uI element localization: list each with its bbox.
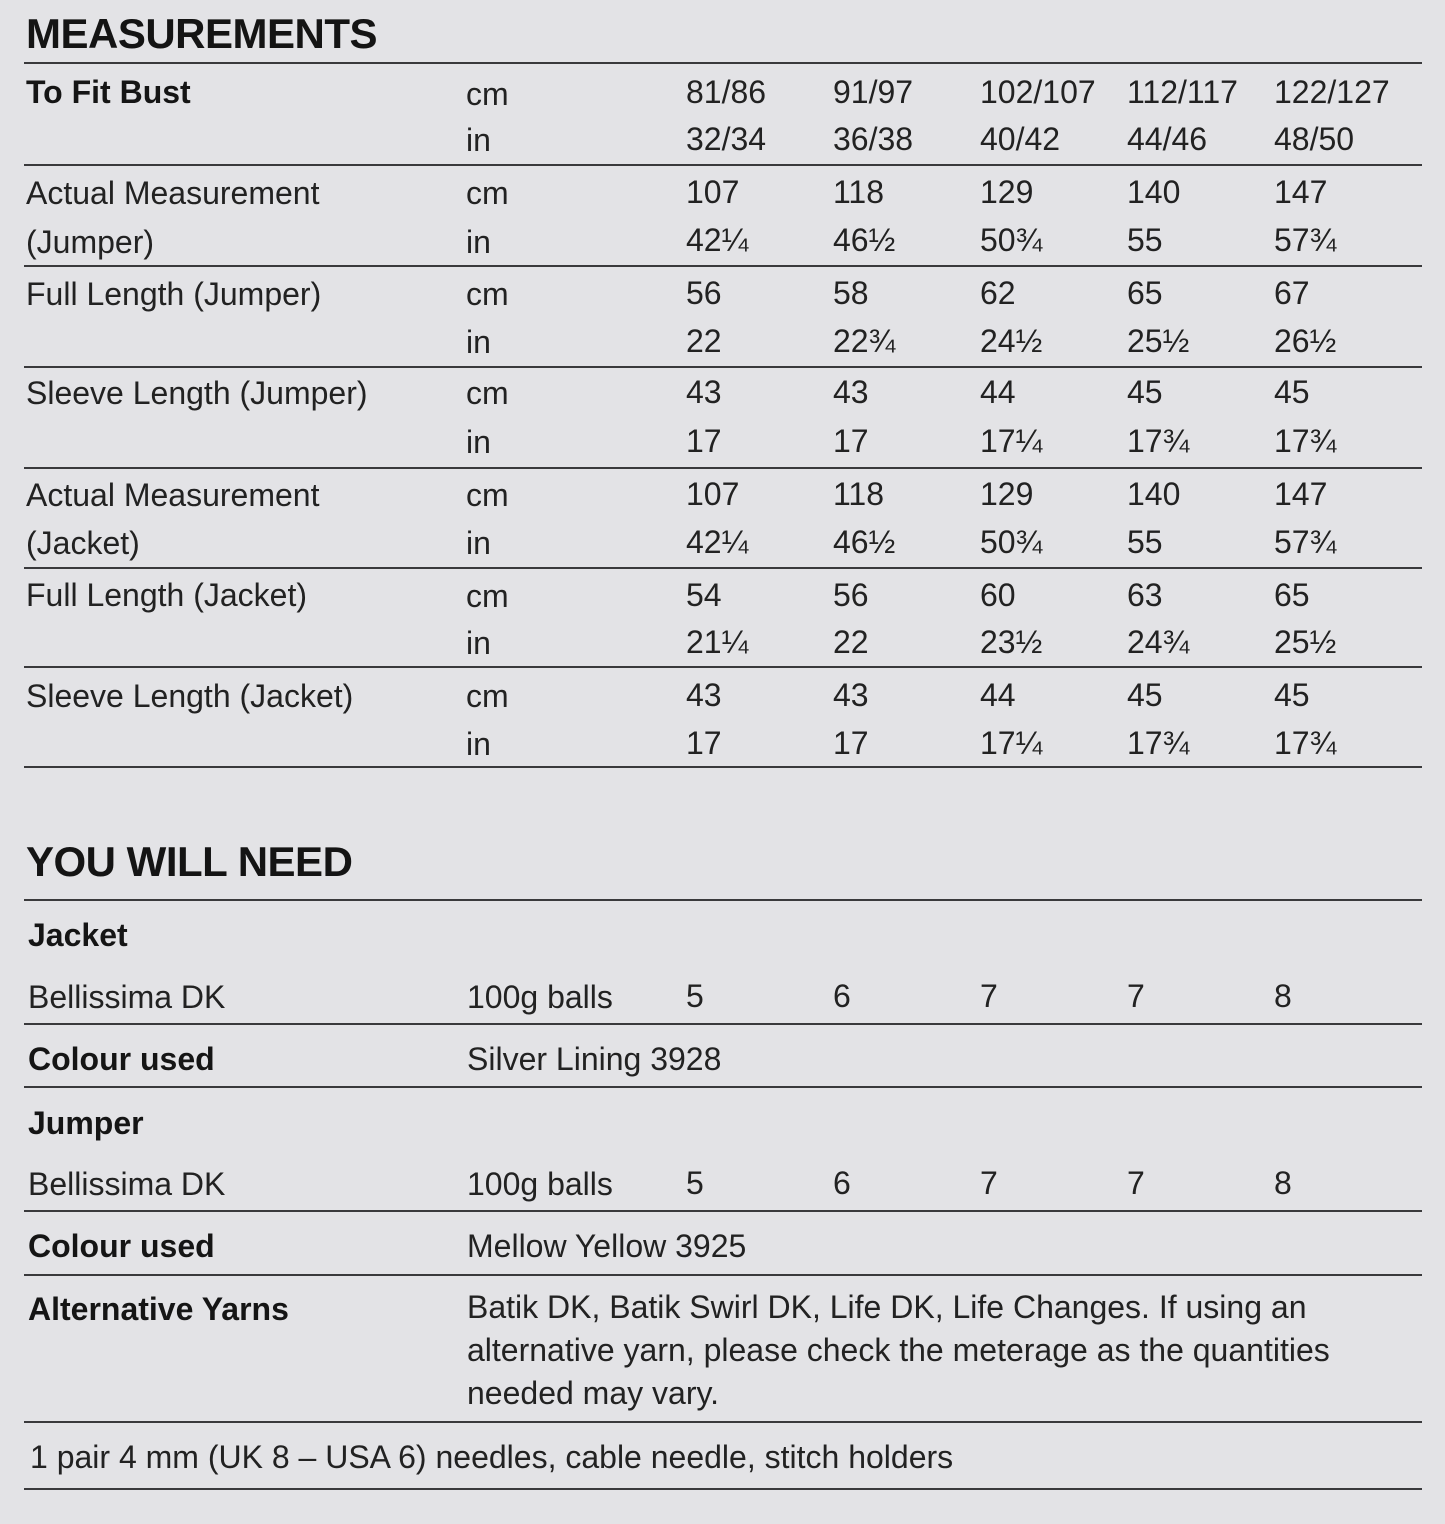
size-cm: 122/127: [1274, 74, 1390, 110]
divider: [24, 766, 1422, 768]
divider: [24, 666, 1422, 668]
unit-cm: cm: [466, 477, 509, 513]
value-cm: 43: [833, 677, 869, 713]
value-cm: 45: [1274, 374, 1310, 410]
value-cm: 44: [980, 374, 1016, 410]
value-cm: 140: [1127, 476, 1181, 512]
size-in: 32/34: [686, 121, 767, 157]
row-label: Full Length (Jumper): [26, 276, 322, 312]
value-cm: 129: [980, 476, 1034, 512]
ball-quantity: 6: [833, 978, 851, 1014]
value-cm: 56: [833, 577, 869, 613]
jumper-heading: Jumper: [28, 1105, 144, 1141]
unit-in: in: [466, 625, 491, 661]
row-label: Full Length (Jacket): [26, 577, 308, 613]
size-in: 40/42: [980, 121, 1061, 157]
divider: [24, 1274, 1422, 1276]
value-cm: 54: [686, 577, 722, 613]
unit-cm: cm: [466, 678, 509, 714]
ball-quantity: 5: [686, 1165, 704, 1201]
value-in: 50¾: [980, 222, 1043, 258]
value-in: 17¾: [1274, 725, 1337, 761]
value-cm: 43: [686, 677, 722, 713]
value-in: 57¾: [1274, 524, 1337, 560]
value-cm: 65: [1127, 275, 1163, 311]
value-cm: 140: [1127, 174, 1181, 210]
value-cm: 147: [1274, 174, 1328, 210]
unit-in: in: [466, 324, 491, 360]
value-cm: 45: [1127, 374, 1163, 410]
row-label: Sleeve Length (Jacket): [26, 678, 354, 714]
value-cm: 107: [686, 174, 740, 210]
value-in: 25½: [1127, 323, 1190, 359]
needles-text: 1 pair 4 mm (UK 8 – USA 6) needles, cable needle, stitch holders: [30, 1439, 954, 1475]
value-in: 17¼: [980, 725, 1043, 761]
value-cm: 118: [833, 174, 885, 210]
row-label: Actual Measurement: [26, 175, 320, 211]
unit-in: in: [466, 122, 491, 158]
value-cm: 65: [1274, 577, 1310, 613]
value-cm: 45: [1127, 677, 1163, 713]
unit-cm: cm: [466, 578, 509, 614]
value-in: 17: [686, 725, 722, 761]
yarn-unit: 100g balls: [467, 979, 613, 1015]
divider: [24, 1086, 1422, 1088]
divider: [24, 1421, 1422, 1423]
value-in: 22¾: [833, 323, 896, 359]
divider: [24, 567, 1422, 569]
colour-used-value: Mellow Yellow 3925: [467, 1228, 747, 1264]
to-fit-bust-label: To Fit Bust: [26, 74, 191, 110]
unit-in: in: [466, 424, 491, 460]
value-cm: 58: [833, 275, 869, 311]
value-in: 17: [833, 423, 869, 459]
value-in: 17¾: [1127, 423, 1190, 459]
value-cm: 43: [686, 374, 722, 410]
value-in: 24¾: [1127, 624, 1190, 660]
value-in: 21¼: [686, 624, 749, 660]
value-cm: 129: [980, 174, 1034, 210]
value-cm: 60: [980, 577, 1016, 613]
divider: [24, 62, 1422, 64]
divider: [24, 899, 1422, 901]
ball-quantity: 7: [980, 978, 998, 1014]
row-label-sub: (Jacket): [26, 525, 140, 561]
ball-quantity: 6: [833, 1165, 851, 1201]
unit-cm: cm: [466, 175, 509, 211]
value-in: 25½: [1274, 624, 1337, 660]
value-in: 17¾: [1274, 423, 1337, 459]
value-cm: 118: [833, 476, 885, 512]
value-cm: 56: [686, 275, 722, 311]
unit-in: in: [466, 525, 491, 561]
value-in: 57¾: [1274, 222, 1337, 258]
row-label: Actual Measurement: [26, 477, 320, 513]
unit-cm: cm: [466, 76, 509, 112]
divider: [24, 467, 1422, 469]
yarn-name: Bellissima DK: [28, 979, 226, 1015]
value-in: 23½: [980, 624, 1043, 660]
size-cm: 91/97: [833, 74, 914, 110]
size-cm: 81/86: [686, 74, 767, 110]
value-in: 17¼: [980, 423, 1043, 459]
ball-quantity: 5: [686, 978, 704, 1014]
value-in: 46½: [833, 222, 896, 258]
ball-quantity: 7: [1127, 1165, 1145, 1201]
ball-quantity: 7: [980, 1165, 998, 1201]
alternative-yarns-text: Batik DK, Batik Swirl DK, Life DK, Life Changes. If using an alternative yarn, please check the meterage as the quantities needed may vary.: [467, 1289, 1330, 1411]
value-in: 42¼: [686, 222, 749, 258]
ball-quantity: 8: [1274, 1165, 1292, 1201]
divider: [24, 1488, 1422, 1490]
size-in: 48/50: [1274, 121, 1355, 157]
value-cm: 43: [833, 374, 869, 410]
size-in: 36/38: [833, 121, 914, 157]
value-cm: 67: [1274, 275, 1310, 311]
divider: [24, 265, 1422, 267]
value-in: 50¾: [980, 524, 1043, 560]
you-will-need-title: YOU WILL NEED: [26, 838, 353, 885]
unit-in: in: [466, 224, 491, 260]
ball-quantity: 8: [1274, 978, 1292, 1014]
unit-in: in: [466, 726, 491, 762]
yarn-unit: 100g balls: [467, 1166, 613, 1202]
value-cm: 63: [1127, 577, 1163, 613]
unit-cm: cm: [466, 276, 509, 312]
divider: [24, 1023, 1422, 1025]
size-in: 44/46: [1127, 121, 1208, 157]
value-cm: 45: [1274, 677, 1310, 713]
size-cm: 102/107: [980, 74, 1096, 110]
alternative-yarns-label: Alternative Yarns: [28, 1291, 289, 1327]
value-in: 46½: [833, 524, 896, 560]
divider: [24, 164, 1422, 166]
divider: [24, 366, 1422, 368]
value-cm: 44: [980, 677, 1016, 713]
value-cm: 147: [1274, 476, 1328, 512]
value-in: 17: [686, 423, 722, 459]
value-in: 55: [1127, 524, 1163, 560]
measurements-title: MEASUREMENTS: [26, 10, 378, 57]
value-cm: 62: [980, 275, 1016, 311]
size-cm: 112/117: [1127, 74, 1238, 110]
jacket-heading: Jacket: [28, 917, 128, 953]
value-in: 55: [1127, 222, 1163, 258]
colour-used-value: Silver Lining 3928: [467, 1041, 722, 1077]
value-in: 26½: [1274, 323, 1337, 359]
yarn-name: Bellissima DK: [28, 1166, 226, 1202]
value-in: 24½: [980, 323, 1043, 359]
value-in: 17: [833, 725, 869, 761]
divider: [24, 1210, 1422, 1212]
value-cm: 107: [686, 476, 740, 512]
value-in: 42¼: [686, 524, 749, 560]
value-in: 17¾: [1127, 725, 1190, 761]
unit-cm: cm: [466, 375, 509, 411]
value-in: 22: [686, 323, 722, 359]
value-in: 22: [833, 624, 869, 660]
colour-used-label: Colour used: [28, 1041, 215, 1077]
row-label-sub: (Jumper): [26, 224, 155, 260]
ball-quantity: 7: [1127, 978, 1145, 1014]
colour-used-label: Colour used: [28, 1228, 215, 1264]
row-label: Sleeve Length (Jumper): [26, 375, 368, 411]
